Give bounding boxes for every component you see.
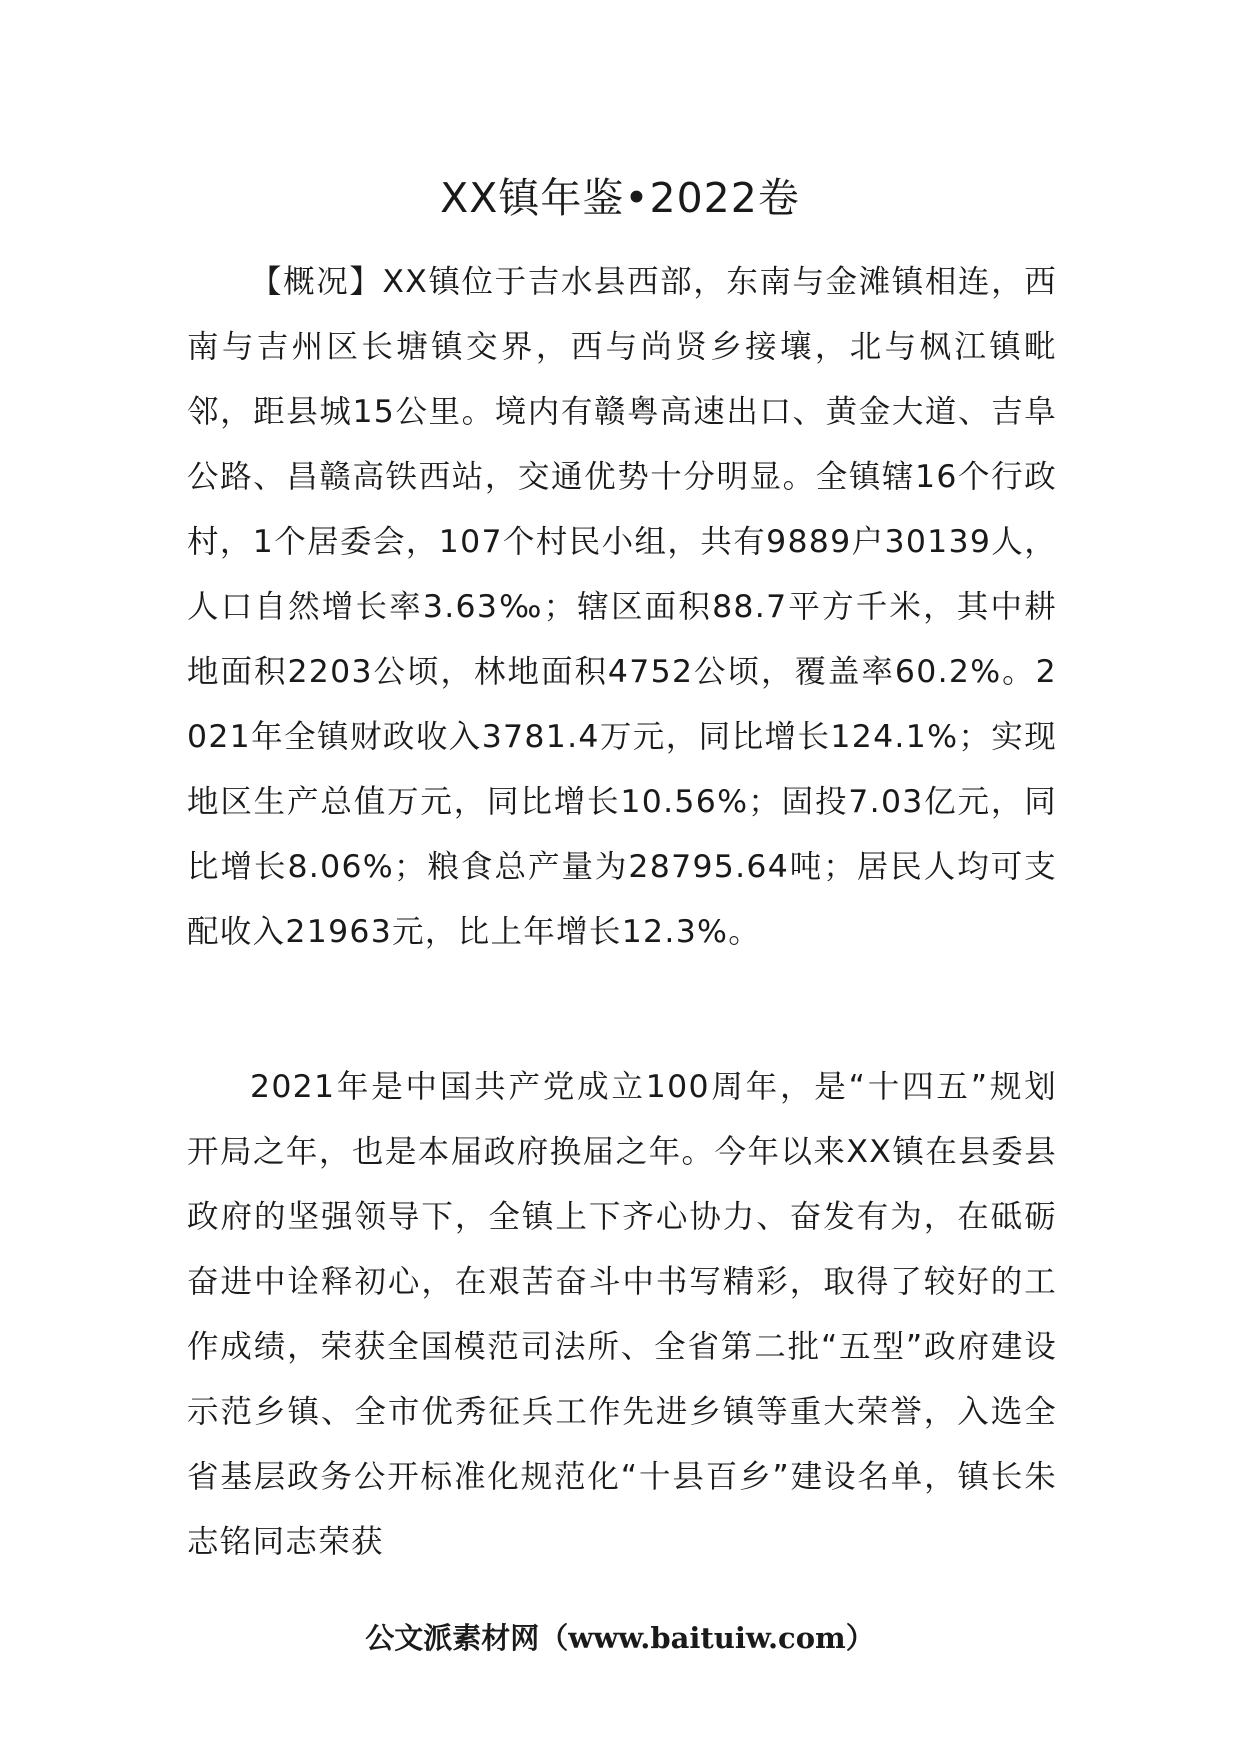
document-title: XX镇年鉴•2022卷 [440, 174, 800, 222]
paragraph-achievements: 2021年是中国共产党成立100周年，是“十四五”规划开局之年，也是本届政府换届之年。今年以来XX镇在县委县政府的坚强领导下，全镇上下齐心协力、奋发有为，在砥砺奋进中诠释初心，在艰苦奋斗中书写精彩，取得了较好的工作成绩，荣获全国模范司法所、全省第二批“五型”政府建设示范乡镇、全市优秀征兵工作先进乡镇等重大荣誉，入选全省基层政务公开标准化规范化“十县百乡”建设名单，镇长朱志铭同志荣获 [187, 1069, 1057, 1560]
footer-watermark: 公文派素材网（www.baituiw.com） [365, 1621, 875, 1655]
paragraph-overview: 【概况】XX镇位于吉水县西部，东南与金滩镇相连，西南与吉州区长塘镇交界，西与尚贤乡接壤，北与枫江镇毗邻，距县城15公里。境内有赣粤高速出口、黄金大道、吉阜公路、昌赣高铁西站，交通优势十分明显。全镇辖16个行政村，1个居委会，107个村民小组，共有9889户30139人，人口自然增长率3.63‰；辖区面积88.7平方千米，其中耕地面积2203公顷，林地面积4752公顷，覆盖率60.2%。2021年全镇财政收入3781.4万元，同比增长124.1%；实现地区生产总值万元，同比增长10.56%；固投7.03亿元，同比增长8.06%；粮食总产量为28795.64吨；居民人均可支配收入21963元，比上年增长12.3%。 [187, 264, 1057, 950]
